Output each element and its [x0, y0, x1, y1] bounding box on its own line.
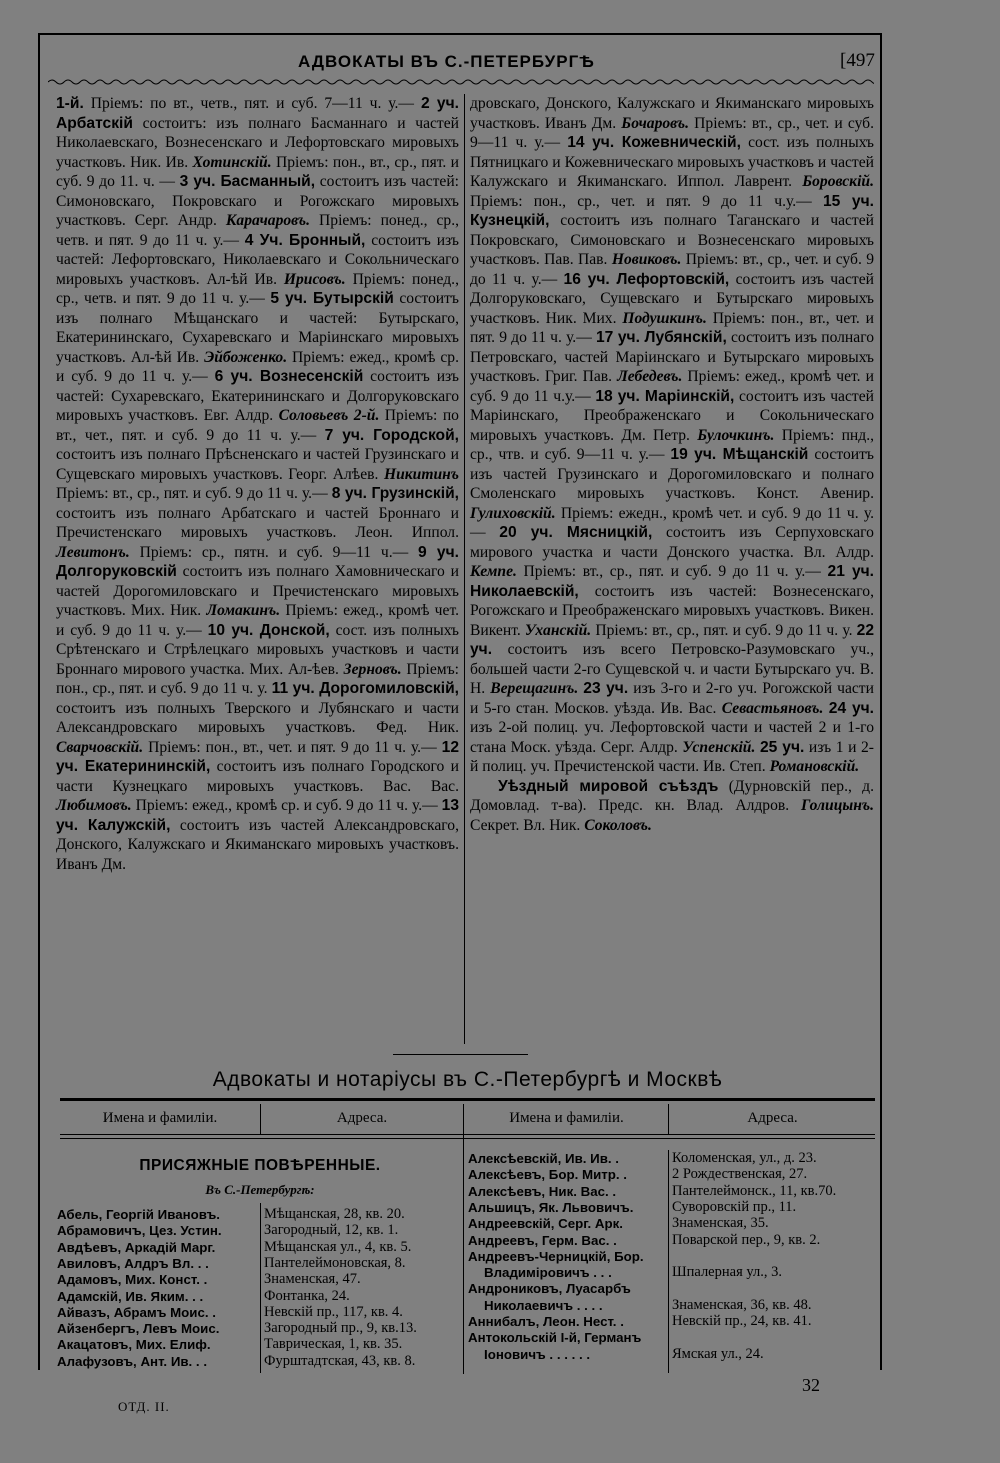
- lawyer-name: Абрамовичъ, Цез. Устин.: [57, 1223, 222, 1239]
- right-paragraph: [470, 777, 874, 836]
- lawyer-name: Адамовъ, Мих. Конст. .: [57, 1272, 208, 1288]
- table-top-rule: [60, 1098, 875, 1101]
- district-heading: 13 уч. Калужскій,: [56, 797, 459, 834]
- body-text: Пріемъ: пнд., ср., чтв. и суб. 9—11 ч. у.—: [470, 426, 874, 463]
- lawyer-address: Таврическая, 1, кв. 35.: [264, 1336, 403, 1353]
- page-number: 32: [802, 1375, 820, 1395]
- body-text: состоитъ изъ полнаго Хамовническаго и частей Дорогомиловскаго и Пречистенскаго мировыхъ участковъ. Мих. Ник.: [56, 563, 459, 619]
- lawyer-name: Андреевъ, Герм. Вас. .: [468, 1232, 617, 1248]
- lawyer-name: Антокольскій I-й, Германъ: [468, 1330, 642, 1346]
- body-text: Пріемъ: ср., пятн. и суб. 9—11 ч.—: [139, 543, 409, 561]
- table-header-addresses-2: Адреса.: [747, 1110, 798, 1126]
- person-name: Подушкинъ.: [622, 309, 707, 327]
- district-heading: 6 уч. Вознесенскій: [214, 368, 364, 385]
- table-header-addresses-1: Адреса.: [336, 1110, 388, 1126]
- body-text: дровскаго, Донского, Калужскаго и Якиманскаго мировыхъ участковъ. Иванъ Дм.: [470, 95, 874, 132]
- body-text: состоитъ изъ полнаго Таганскаго и частей Покровскаго, Симоновскаго и Вознесенскаго мировыхъ участковъ. Пав. Пав.: [470, 212, 874, 268]
- district-heading: 17 уч. Лубянскій,: [595, 329, 727, 346]
- column-separator: [464, 94, 465, 1044]
- section-subheading: Въ С.-Петербургѣ:: [205, 1182, 315, 1197]
- header-divider-3: [668, 1104, 669, 1134]
- lawyer-name: Андреевъ-Черницкій, Бор.: [468, 1248, 644, 1264]
- body-text: изъ 3-го и 2-го уч. Рогожской части и 5-го стан. Москов. уѣзда. Ив. Вас.: [470, 680, 874, 717]
- district-heading: 9 уч. Долгоруковскій: [56, 543, 459, 580]
- body-text: Пріемъ: ежед., кромѣ ср. и суб. 9 до 11 ч. у.—: [135, 797, 438, 814]
- page-frame-right: [880, 33, 882, 1370]
- body-text: состоитъ изъ частей Александровскаго, Донского, Калужскаго и Якиманскаго мировыхъ участковъ. Иванъ Дм.: [56, 816, 459, 873]
- lawyer-address: Суворовскій пр., 11.: [672, 1198, 797, 1215]
- district-heading: 5 уч. Бутырскій: [270, 290, 394, 307]
- person-name: Кемпе.: [470, 563, 517, 580]
- body-text: состоитъ изъ всего Петровско-Разумовскаго уч., большей части 2-го Сущевской ч. и части Бутырскаго уч. В. Н.: [470, 641, 874, 697]
- body-text: состоитъ изъ частей: Сухаревскаго, Екатерининскаго и Долгоруковскаго мировыхъ участковъ. Евг. Алдр.: [56, 368, 459, 424]
- person-name: Верещагинъ.: [490, 680, 579, 697]
- body-text: Пріемъ: пон., ср., пят. и суб. 9 до 11 ч. у.: [56, 660, 459, 697]
- body-text: Пріемъ: ежед., кромѣ ср. и суб. 9 до 11 ч. у.—: [56, 348, 459, 385]
- lawyer-address: Знаменская, 47.: [264, 1271, 361, 1288]
- section-heading: ПРИСЯЖНЫЕ ПОВѢРЕННЫЕ.: [139, 1157, 381, 1174]
- district-heading: 14 уч. Кожевническій,: [567, 134, 741, 151]
- person-name: Никитинъ: [383, 465, 459, 483]
- body-text: сост. изъ полныхъ Срѣтенскаго и Стрѣлецкаго мировыхъ участковъ и части Броннаго мирового участка. Мих. Ал-ѣев.: [56, 621, 459, 678]
- body-text: Пріемъ: пон., ср., чет. и пят. 9 до 11 ч.у.—: [470, 192, 812, 210]
- body-text: состоитъ изъ полнаго Арбатскаго и частей Броннаго и Пречистенскаго мировыхъ участковъ. Леон. Иппол.: [56, 504, 459, 541]
- header-page-number: [497: [840, 50, 875, 71]
- lawyer-address: Невскій пр., 24, кв. 41.: [672, 1313, 812, 1329]
- body-text: Пріемъ: по вт., четв., пят. и суб. 7—11 ч. у.—: [90, 95, 415, 112]
- body-text: Пріемъ: ежед., кромѣ чет. и суб. 9 до 11 ч.у.—: [470, 368, 874, 405]
- section-divider: [393, 1054, 528, 1055]
- body-text: Пріемъ: пон., вт., чет. и пят. 9 до 11 ч. у.—: [148, 738, 437, 756]
- body-text: Пріемъ: пон., вт., ср., пят. и суб. 9 до 11. ч. —: [56, 153, 460, 190]
- right-text-column: [470, 94, 874, 835]
- person-name: Романовскій.: [769, 758, 860, 775]
- lawyer-address: Знаменская, 35.: [672, 1215, 769, 1232]
- person-name: Ирисовъ.: [283, 270, 346, 288]
- body-text: состоитъ изъ частей Маріинскаго, Преображенскаго и Сокольническаго мировыхъ участковъ. Дм. Петр.: [470, 387, 874, 444]
- lawyer-name: Андрониковъ, Луасарбъ: [468, 1281, 631, 1297]
- person-name: Соловьевъ 2-й.: [278, 407, 380, 424]
- body-text: изъ 1 и 2-й полиц. уч. Пречистенской части. Ив. Степ.: [470, 738, 874, 775]
- table-header-names-1: Имена и фамиліи.: [102, 1110, 218, 1126]
- lawyer-address: Шпалерная ул., 3.: [672, 1264, 782, 1281]
- lawyer-name: Николаевичъ . . . .: [484, 1297, 603, 1313]
- person-name: Булочкинъ.: [697, 426, 775, 444]
- left-table-divider: [260, 1203, 261, 1373]
- person-name: Бочаровъ.: [621, 114, 690, 132]
- body-text: Пріемъ: вт., ср., пят. и суб. 9 до 11 ч. у.: [595, 621, 853, 639]
- person-name: Левитонъ.: [56, 543, 130, 561]
- person-name: Любимовъ.: [56, 797, 132, 814]
- person-name: Успенскій.: [682, 738, 756, 756]
- lawyer-address: Мѣщанская, 28, кв. 20.: [264, 1206, 405, 1222]
- lawyer-address: Загородный пр., 9, кв.13.: [264, 1320, 417, 1337]
- person-name: Сварчовскій.: [56, 738, 144, 756]
- lawyer-address: 2 Рождественская, 27.: [672, 1166, 808, 1183]
- body-text: Пріемъ: пон., вт., чет. и пят. 9 до 11 ч. у.—: [470, 309, 874, 346]
- lawyer-name: Алексѣевскій, Ив. Ив. .: [468, 1151, 619, 1166]
- lawyer-name: Андреевскій, Серг. Арк.: [468, 1216, 623, 1232]
- page-frame-top: [38, 33, 880, 35]
- lawyer-name: Авдѣевъ, Аркадій Марг.: [57, 1239, 216, 1255]
- district-heading: 11 уч. Дорогомиловскій,: [271, 680, 459, 697]
- lawyer-name: Айвазъ, Абрамъ Моис. .: [57, 1304, 216, 1320]
- body-text: Пріемъ: ежед., кромѣ чет. и суб. 9 до 11 ч. у.—: [56, 602, 459, 639]
- body-text: Пріемъ: понед., ср., четв. и пят. 9 до 11 ч. у.—: [56, 212, 459, 249]
- person-name: Хотинскій.: [192, 153, 272, 171]
- table-center-divider: [463, 1104, 464, 1374]
- district-heading: 19 уч. Мѣщанскій: [670, 446, 809, 463]
- section-title: Адвокаты и нотаріусы въ С.-Петербургѣ и Москвѣ: [212, 1068, 723, 1091]
- body-text: Пріемъ: вт., ср., чет. и суб. 9—11 ч. у.—: [470, 114, 874, 151]
- lawyer-address: Невскій пр., 117, кв. 4.: [264, 1303, 403, 1320]
- body-text: изъ 2-ой полиц. уч. Лефортовской части и частей 2 и 1-го стана Моск. уѣзда. Серг. Алдр.: [470, 719, 874, 756]
- body-text: состоитъ изъ частей Грузинскаго и Дорогомиловскаго и полнаго Смоленскаго мировыхъ участковъ. Конст. Авенир.: [470, 446, 874, 502]
- lawyer-name: Алексѣевъ, Ник. Вас. .: [468, 1183, 617, 1199]
- lawyer-name: Владиміровичъ . . .: [484, 1265, 612, 1281]
- right-table-divider: [668, 1150, 669, 1373]
- lawyer-name: Алексѣевъ, Бор. Митр. .: [468, 1167, 627, 1183]
- header-title: АДВОКАТЫ ВЪ С.-ПЕТЕРБУРГѢ: [298, 52, 595, 71]
- body-text: Пріемъ: ежедн., кромѣ чет. и суб. 9 до 11 ч. у.—: [470, 504, 874, 541]
- right-paragraph: [470, 94, 874, 777]
- lawyer-name: Адамскій, Ив. Яким. . .: [57, 1288, 204, 1304]
- district-heading: 1-й.: [56, 95, 84, 112]
- wavy-rule: [48, 78, 874, 86]
- district-heading: 4 Уч. Бронный,: [244, 231, 366, 249]
- body-text: Пріемъ: вт., ср., пят. и суб. 9 до 11 ч. у.—: [56, 485, 328, 502]
- lawyer-name: Авиловъ, Алдръ Вл. . .: [57, 1255, 209, 1271]
- lawyer-address: Мѣщанская ул., 4, кв. 5.: [264, 1238, 412, 1255]
- lawyer-name: Алафузовъ, Ант. Ив. . .: [57, 1353, 208, 1369]
- body-text: состоитъ изъ полнаго Петровскаго, частей Маріинскаго и Бутырскаго мировыхъ участковъ. Григ. Пав.: [470, 329, 875, 385]
- person-name: Боровскій.: [802, 173, 874, 190]
- body-text: состоитъ изъ полныхъ Тверского и Лубянскаго и части Александровскаго мировыхъ участковъ. Фед. Ник.: [56, 699, 459, 736]
- district-heading: 20 уч. Мясницкій,: [499, 524, 653, 541]
- lawyer-address: Фурштадтская, 43, кв. 8.: [264, 1352, 416, 1369]
- district-heading: Уѣздный мировой съѣздъ: [498, 777, 719, 795]
- lawyer-name: Айзенбергъ, Левъ Моис.: [57, 1321, 220, 1337]
- person-name: Гулиховскій.: [470, 504, 556, 522]
- district-heading: 23 уч.: [583, 680, 629, 697]
- district-heading: 2 уч. Арбатскій: [56, 95, 459, 132]
- person-name: Эйбоженко.: [204, 348, 288, 366]
- district-heading: 12 уч. Екатерининскій,: [56, 738, 459, 775]
- person-name: Зерновъ.: [343, 660, 402, 678]
- person-name: Севастьяновъ.: [721, 699, 824, 717]
- person-name: Ломакинъ.: [206, 602, 281, 619]
- lawyer-name: Абель, Георгій Ивановъ.: [57, 1207, 220, 1222]
- person-name: Уханскій.: [524, 621, 592, 639]
- body-text: Секрет. Вл. Ник.: [470, 816, 581, 834]
- footer-section-label: ОТД. II.: [118, 1399, 170, 1414]
- lawyer-address: Коломенская, ул., д. 23.: [672, 1150, 817, 1166]
- body-text: состоитъ изъ частей Долгоруковскаго, Сущевскаго и Бутырскаго мировыхъ участковъ. Ник. Мих.: [470, 270, 874, 327]
- body-text: Пріемъ: вт., ср., чет. и суб. 9 до 11 ч. у.—: [470, 251, 875, 288]
- district-heading: 7 уч. Городской,: [324, 426, 459, 444]
- page-frame-left: [38, 33, 40, 1370]
- lawyer-address: Пантелеймоновская, 8.: [264, 1254, 406, 1271]
- lawyer-address: Знаменская, 36, кв. 48.: [672, 1296, 812, 1313]
- body-text: состоитъ изъ частей: Вознесенскаго, Рогожскаго и Преображенскаго мировыхъ участковъ. Викен. Викент.: [470, 582, 875, 639]
- lawyer-address: Загородный, 12, кв. 1.: [264, 1222, 399, 1239]
- district-heading: 22 уч.: [470, 621, 874, 658]
- district-heading: 10 уч. Донской,: [207, 621, 330, 639]
- district-heading: 21 уч. Николаевскій,: [470, 563, 874, 600]
- lawyer-name: Акацатовъ, Мих. Елиф.: [57, 1337, 211, 1353]
- lawyer-address: Пантелеймонск., 11, кв.70.: [672, 1182, 837, 1199]
- district-heading: 15 уч. Кузнецкій,: [470, 192, 874, 229]
- body-text: состоитъ изъ полнаго Городского и части Кузнецкаго мировыхъ участковъ. Вас. Вас.: [56, 758, 459, 795]
- lawyer-address: Ямская ул., 24.: [672, 1345, 764, 1362]
- lawyer-name: Іоновичъ . . . . . .: [484, 1346, 591, 1362]
- lawyer-address: Фонтанка, 24.: [264, 1287, 350, 1304]
- district-heading: 3 уч. Басманный,: [179, 173, 316, 190]
- table-header-rule: [60, 1134, 875, 1135]
- body-text: сост. изъ полныхъ Пятницкаго и Кожевническаго мировыхъ участковъ и частей Калужскаго и Якиманскаго. Иппол. Лаврент.: [470, 134, 874, 190]
- body-text: Пріемъ: понед., ср., четв. и пят. 9 до 11 ч. у.—: [56, 270, 459, 307]
- body-text: (Дурновскій пер., д. Домовлад. т-ва). Предс. кн. Влад. Алдров.: [470, 777, 874, 814]
- lawyer-name: Аннибалъ, Леон. Нест. .: [468, 1314, 624, 1329]
- district-heading: 25 уч.: [759, 738, 805, 756]
- person-name: Карачаровъ.: [225, 212, 311, 229]
- running-header: [40, 46, 878, 78]
- person-name: Лебедевъ.: [617, 368, 683, 385]
- table-header-names-2: Имена и фамиліи.: [509, 1110, 624, 1126]
- person-name: Голицынъ.: [801, 797, 874, 814]
- district-heading: 18 уч. Маріинскій,: [595, 387, 735, 405]
- left-text-column: [56, 94, 459, 874]
- district-heading: 24 уч.: [828, 699, 874, 717]
- district-heading: 8 уч. Грузинскій,: [331, 485, 459, 502]
- lawyer-address: Поварской пер., 9, кв. 2.: [672, 1231, 821, 1248]
- table-header-rule-double: [60, 1138, 875, 1139]
- body-text: Пріемъ: по вт., чет., пят. и суб. 9 до 11 ч. у.—: [56, 407, 459, 444]
- person-name: Новиковъ.: [611, 251, 682, 268]
- body-text: состоитъ изъ полнаго Мѣщанскаго и частей: Бутырскаго, Екатерининскаго, Сухаревскаго и Маріинскаго мировыхъ участковъ. Ал-ѣй Ив.: [56, 290, 459, 366]
- body-text: Пріемъ: вт., ср., пят. и суб. 9 до 11 ч. у.—: [523, 563, 821, 580]
- body-text: состоитъ: изъ полнаго Басманнаго и частей Николаевскаго, Вознесенскаго и Лефортовскаго мировыхъ участковъ. Ник. Ив.: [56, 114, 459, 171]
- left-paragraph: [56, 94, 459, 874]
- lawyer-name: Альшицъ, Як. Львовичъ.: [468, 1199, 634, 1215]
- body-text: состоитъ изъ Серпуховскаго мирового участка и части Донского участка. Вл. Алдр.: [470, 524, 874, 561]
- district-heading: 16 уч. Лефортовскій,: [563, 270, 730, 288]
- body-text: состоитъ изъ полнаго Прѣсненскаго и частей Грузинскаго и Сущевскаго мировыхъ участковъ. Георг. Алѣев.: [56, 446, 459, 483]
- person-name: Соколовъ.: [584, 816, 652, 834]
- body-text: состоитъ изъ частей: Симоновскаго, Покровскаго и Рогожскаго мировыхъ участковъ. Серг. Андр.: [56, 173, 460, 229]
- body-text: состоитъ изъ частей: Лефортовскаго, Николаевскаго и Сокольническаго мировыхъ участковъ. Ал-ѣй Ив.: [56, 231, 459, 288]
- header-divider-1: [260, 1104, 261, 1134]
